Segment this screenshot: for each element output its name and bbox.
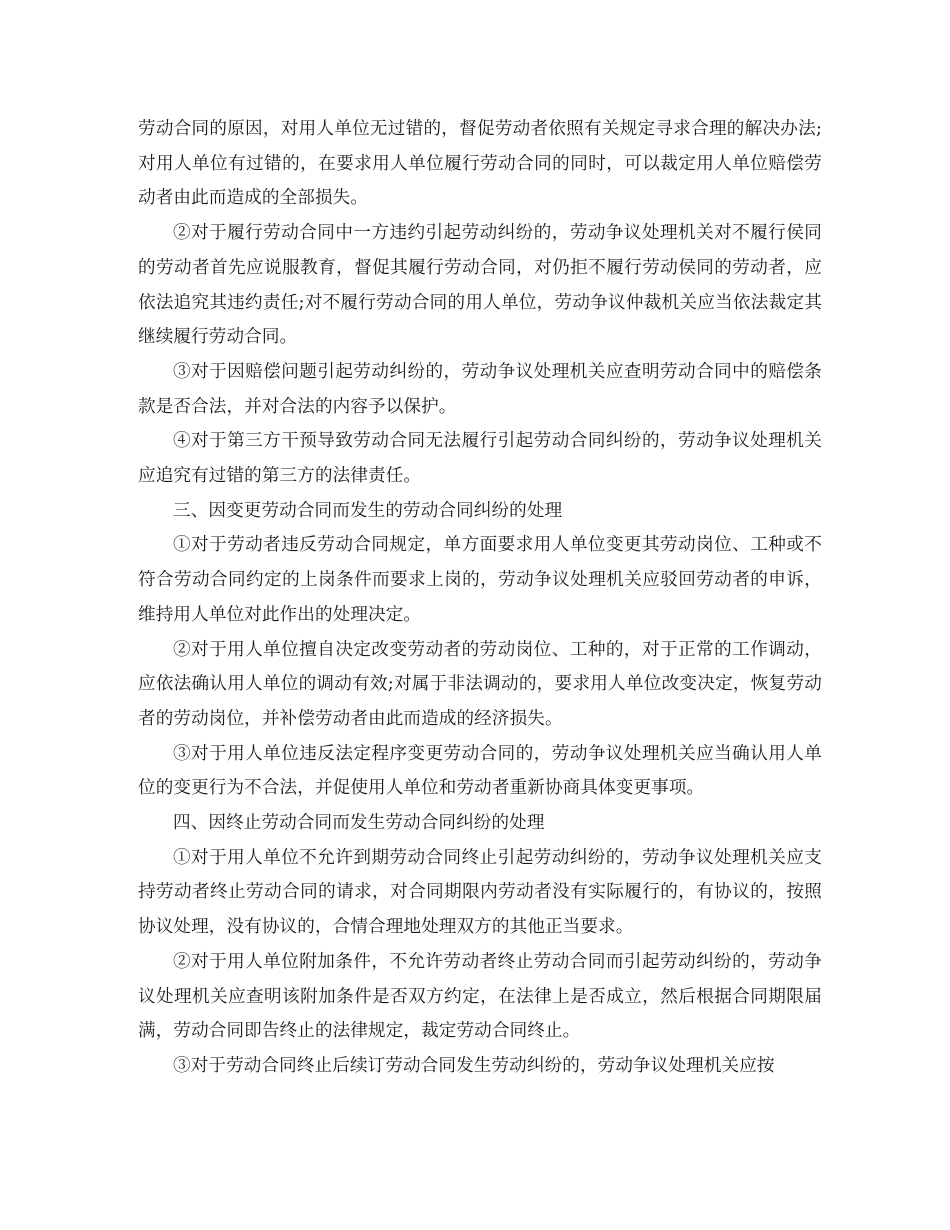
paragraph-8: ①对于用人单位不允许到期劳动合同终止引起劳动纠纷的，劳动争议处理机关应支持劳动者终止劳动合同的请求，对合同期限内劳动者没有实际履行的，有协议的，按照协议处理，没有协议的，合情合理地处理双方的其他正当要求。 <box>138 847 822 938</box>
paragraph-9: ②对于用人单位附加条件，不允许劳动者终止劳动合同而引起劳动纠纷的，劳动争议处理机关应查明该附加条件是否双方约定，在法律上是否成立，然后根据合同期限届满，劳动合同即告终止的法律规定，裁定劳动合同终止。 <box>138 951 822 1042</box>
paragraph-3: ③对于因赔偿问题引起劳动纠纷的，劳动争议处理机关应查明劳动合同中的赔偿条款是否合法，并对合法的内容予以保护。 <box>138 361 822 417</box>
paragraph-2: ②对于履行劳动合同中一方违约引起劳动纠纷的，劳动争议处理机关对不履行侯同的劳动者首先应说服教育，督促其履行劳动合同，对仍拒不履行劳动侯同的劳动者，应依法追究其违约责任;对不履行劳动合同的用人单位，劳动争议仲裁机关应当依法裁定其继续履行劳动合同。 <box>138 223 822 348</box>
paragraph-6: ②对于用人单位擅自决定改变劳动者的劳动岗位、工种的，对于正常的工作调动，应依法确认用人单位的调动有效;对属于非法调动的，要求用人单位改变决定，恢复劳动者的劳动岗位，并补偿劳动者由此而造成的经济损失。 <box>138 639 822 729</box>
paragraph-4: ④对于第三方干预导致劳动合同无法履行引起劳动合同纠纷的，劳动争议处理机关应追究有过错的第三方的法律责任。 <box>138 431 822 487</box>
paragraph-10: ③对于劳动合同终止后续订劳动合同发生劳动纠纷的，劳动争议处理机关应按 <box>173 1055 775 1076</box>
section-heading-4: 四、因终止劳动合同而发生劳动合同纠纷的处理 <box>173 813 545 834</box>
section-heading-3: 三、因变更劳动合同而发生的劳动合同纠纷的处理 <box>173 500 563 521</box>
paragraph-7: ③对于用人单位违反法定程序变更劳动合同的，劳动争议处理机关应当确认用人单位的变更行为不合法，并促使用人单位和劳动者重新协商具体变更事项。 <box>138 743 822 799</box>
document-body <box>138 112 822 1084</box>
paragraph-1: 劳动合同的原因，对用人单位无过错的，督促劳动者依照有关规定寻求合理的解决办法;对用人单位有过错的，在要求用人单位履行劳动合同的同时，可以裁定用人单位赔偿劳动者由此而造成的全部损失。 <box>138 119 822 209</box>
paragraph-5: ①对于劳动者违反劳动合同规定，单方面要求用人单位变更其劳动岗位、工种或不符合劳动合同约定的上岗条件而要求上岗的，劳动争议处理机关应驳回劳动者的申诉，维持用人单位对此作出的处理决定。 <box>138 535 822 625</box>
